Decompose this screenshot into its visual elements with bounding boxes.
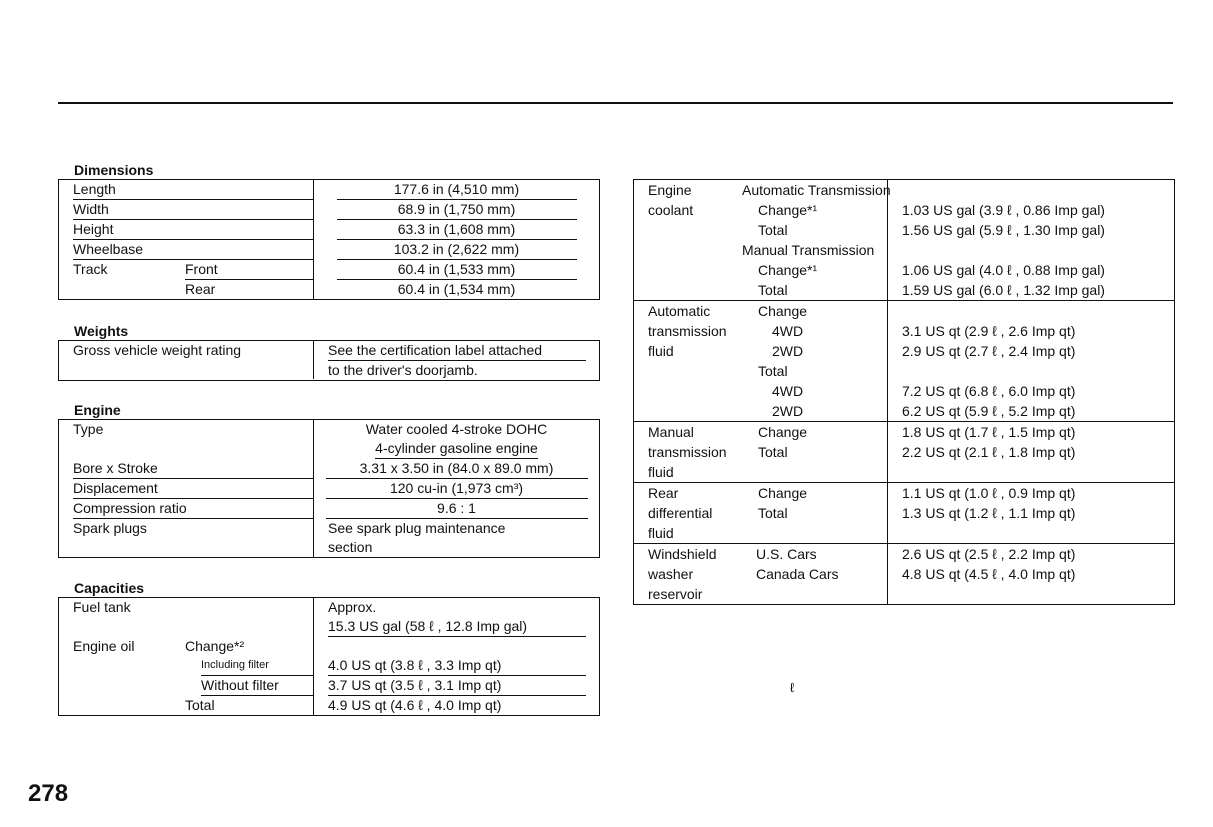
- spec-subname: Total: [185, 697, 215, 713]
- spec-value-line: Water cooled 4-stroke DOHC: [365, 421, 548, 437]
- group-name-line: transmission: [648, 323, 727, 339]
- washer-group: [634, 544, 1174, 604]
- group-name-line: Windshield: [648, 546, 717, 562]
- spec-name: Bore x Stroke: [73, 459, 313, 479]
- table-row: [59, 220, 599, 240]
- engine-table: [58, 419, 600, 558]
- rear-diff-group: [634, 483, 1174, 544]
- spec-value: 4.9 US qt (4.6 ℓ , 4.0 Imp qt): [328, 697, 502, 713]
- sub-header: Manual Transmission: [742, 242, 875, 258]
- spec-value-line: to the driver's doorjamb.: [328, 362, 478, 378]
- capacity-value: 2.6 US qt (2.5 ℓ , 2.2 Imp qt): [902, 546, 1076, 562]
- spec-name: Fuel tank: [73, 599, 131, 615]
- capacity-value: 6.2 US qt (5.9 ℓ , 5.2 Imp qt): [902, 403, 1076, 419]
- group-name-line: Engine: [648, 182, 692, 198]
- spec-name: Length: [73, 180, 313, 200]
- table-row: [59, 459, 599, 479]
- spec-subname: Change*²: [185, 638, 245, 654]
- group-name-line: differential: [648, 505, 713, 521]
- spec-value: 68.9 in (1,750 mm): [337, 200, 577, 220]
- header-rule: [58, 102, 1173, 104]
- spec-name: [73, 280, 185, 299]
- group-name-line: Automatic: [648, 303, 711, 319]
- capacity-value: 1.03 US gal (3.9 ℓ , 0.86 Imp gal): [902, 202, 1105, 218]
- spec-name: Width: [73, 200, 313, 220]
- spec-value: 3.7 US qt (3.5 ℓ , 3.1 Imp qt): [328, 676, 586, 696]
- sub-label: 2WD: [772, 343, 804, 359]
- spec-value: 60.4 in (1,534 mm): [397, 281, 516, 297]
- table-row: [59, 676, 599, 696]
- mtf-group: [634, 422, 1174, 483]
- sub-label: Change: [758, 303, 808, 319]
- table-row: [59, 696, 599, 715]
- spec-value: 63.3 in (1,608 mm): [337, 220, 577, 240]
- group-name-line: fluid: [648, 343, 674, 359]
- spec-name: Engine oil: [73, 638, 135, 654]
- capacity-value: 1.1 US qt (1.0 ℓ , 0.9 Imp qt): [902, 485, 1076, 501]
- group-name-line: washer: [648, 566, 694, 582]
- sub-label: 4WD: [772, 383, 804, 399]
- group-name-line: transmission: [648, 444, 727, 460]
- table-row: [59, 280, 599, 299]
- capacity-value: 1.3 US qt (1.2 ℓ , 1.1 Imp qt): [902, 505, 1076, 521]
- sub-label: 2WD: [772, 403, 804, 419]
- spec-name: Spark plugs: [73, 520, 147, 536]
- weights-table: [58, 340, 600, 381]
- sub-label: Change*¹: [758, 202, 818, 218]
- capacity-value: 4.8 US qt (4.5 ℓ , 4.0 Imp qt): [902, 566, 1076, 582]
- sub-label: Total: [758, 505, 788, 521]
- spec-name: Height: [73, 220, 313, 240]
- capacity-value: 1.06 US gal (4.0 ℓ , 0.88 Imp gal): [902, 262, 1105, 278]
- sub-label: Total: [758, 222, 788, 238]
- sub-label: Total: [758, 282, 788, 298]
- table-row: [59, 598, 599, 637]
- group-name-line: fluid: [648, 525, 674, 541]
- spec-value: 9.6 : 1: [326, 499, 588, 519]
- sub-label: Total: [758, 444, 788, 460]
- table-row: [59, 240, 599, 260]
- table-row: [59, 519, 599, 557]
- sub-label: Change: [758, 424, 808, 440]
- page-number: 278: [28, 780, 69, 807]
- capacity-value: 2.9 US qt (2.7 ℓ , 2.4 Imp qt): [902, 343, 1076, 359]
- spec-value-line: See the certification label attached: [328, 341, 586, 361]
- capacity-value: 1.56 US gal (5.9 ℓ , 1.30 Imp gal): [902, 222, 1105, 238]
- spec-value: 4.0 US qt (3.8 ℓ , 3.3 Imp qt): [328, 656, 586, 676]
- coolant-group: [634, 180, 1174, 301]
- spec-subname: Front: [185, 260, 313, 280]
- spec-subname: Without filter: [201, 676, 313, 696]
- fluid-capacities-table: [633, 179, 1175, 605]
- table-row: [59, 499, 599, 519]
- spec-subname: Including filter: [201, 656, 313, 676]
- group-name-line: coolant: [648, 202, 694, 218]
- spec-value: 103.2 in (2,622 mm): [337, 240, 577, 260]
- spec-subname: Rear: [185, 281, 216, 297]
- table-row: [59, 260, 599, 280]
- spec-value-line: 15.3 US gal (58 ℓ , 12.8 Imp gal): [328, 617, 586, 637]
- table-row: [59, 341, 599, 380]
- capacities-heading: Capacities: [74, 580, 145, 596]
- spec-value: 3.31 x 3.50 in (84.0 x 89.0 mm): [326, 459, 588, 479]
- table-row: [59, 656, 599, 676]
- capacity-value: 1.8 US qt (1.7 ℓ , 1.5 Imp qt): [902, 424, 1076, 440]
- spec-value: 120 cu-in (1,973 cm³): [326, 479, 588, 499]
- engine-heading: Engine: [74, 402, 121, 418]
- sub-header: Automatic Transmission: [742, 182, 891, 198]
- spec-name: Gross vehicle weight rating: [73, 342, 242, 358]
- spec-name: Track: [73, 261, 108, 277]
- sub-label: Canada Cars: [756, 566, 839, 582]
- spec-value-line: 4-cylinder gasoline engine: [375, 439, 538, 459]
- spec-value: 60.4 in (1,533 mm): [337, 260, 577, 280]
- dimensions-heading: Dimensions: [74, 162, 154, 178]
- table-row: [59, 420, 599, 459]
- spec-name: Type: [73, 421, 104, 437]
- capacities-table: [58, 597, 600, 716]
- weights-heading: Weights: [74, 323, 129, 339]
- sub-label: 4WD: [772, 323, 804, 339]
- table-row: [59, 637, 599, 656]
- spec-value-line: See spark plug maintenance: [328, 520, 506, 536]
- group-name-line: reservoir: [648, 586, 703, 602]
- spec-name: Compression ratio: [73, 499, 313, 519]
- sub-label: Total: [758, 363, 788, 379]
- table-row: [59, 479, 599, 499]
- spec-value: 177.6 in (4,510 mm): [337, 180, 577, 200]
- group-name-line: Rear: [648, 485, 679, 501]
- capacity-value: 2.2 US qt (2.1 ℓ , 1.8 Imp qt): [902, 444, 1076, 460]
- spec-value-line: section: [328, 539, 373, 555]
- sub-label: Change: [758, 485, 808, 501]
- spec-name: Wheelbase: [73, 240, 313, 260]
- table-row: [59, 180, 599, 200]
- group-name-line: Manual: [648, 424, 694, 440]
- dimensions-table: [58, 179, 600, 300]
- sub-label: U.S. Cars: [756, 546, 817, 562]
- spec-value-line: Approx.: [328, 599, 377, 615]
- sub-label: Change*¹: [758, 262, 818, 278]
- capacity-value: 7.2 US qt (6.8 ℓ , 6.0 Imp qt): [902, 383, 1076, 399]
- capacity-value: 1.59 US gal (6.0 ℓ , 1.32 Imp gal): [902, 282, 1105, 298]
- atf-group: [634, 301, 1174, 422]
- table-row: [59, 200, 599, 220]
- capacity-value: 3.1 US qt (2.9 ℓ , 2.6 Imp qt): [902, 323, 1076, 339]
- spec-name: Displacement: [73, 479, 313, 499]
- group-name-line: fluid: [648, 464, 674, 480]
- stray-liter-mark: ℓ: [790, 680, 795, 695]
